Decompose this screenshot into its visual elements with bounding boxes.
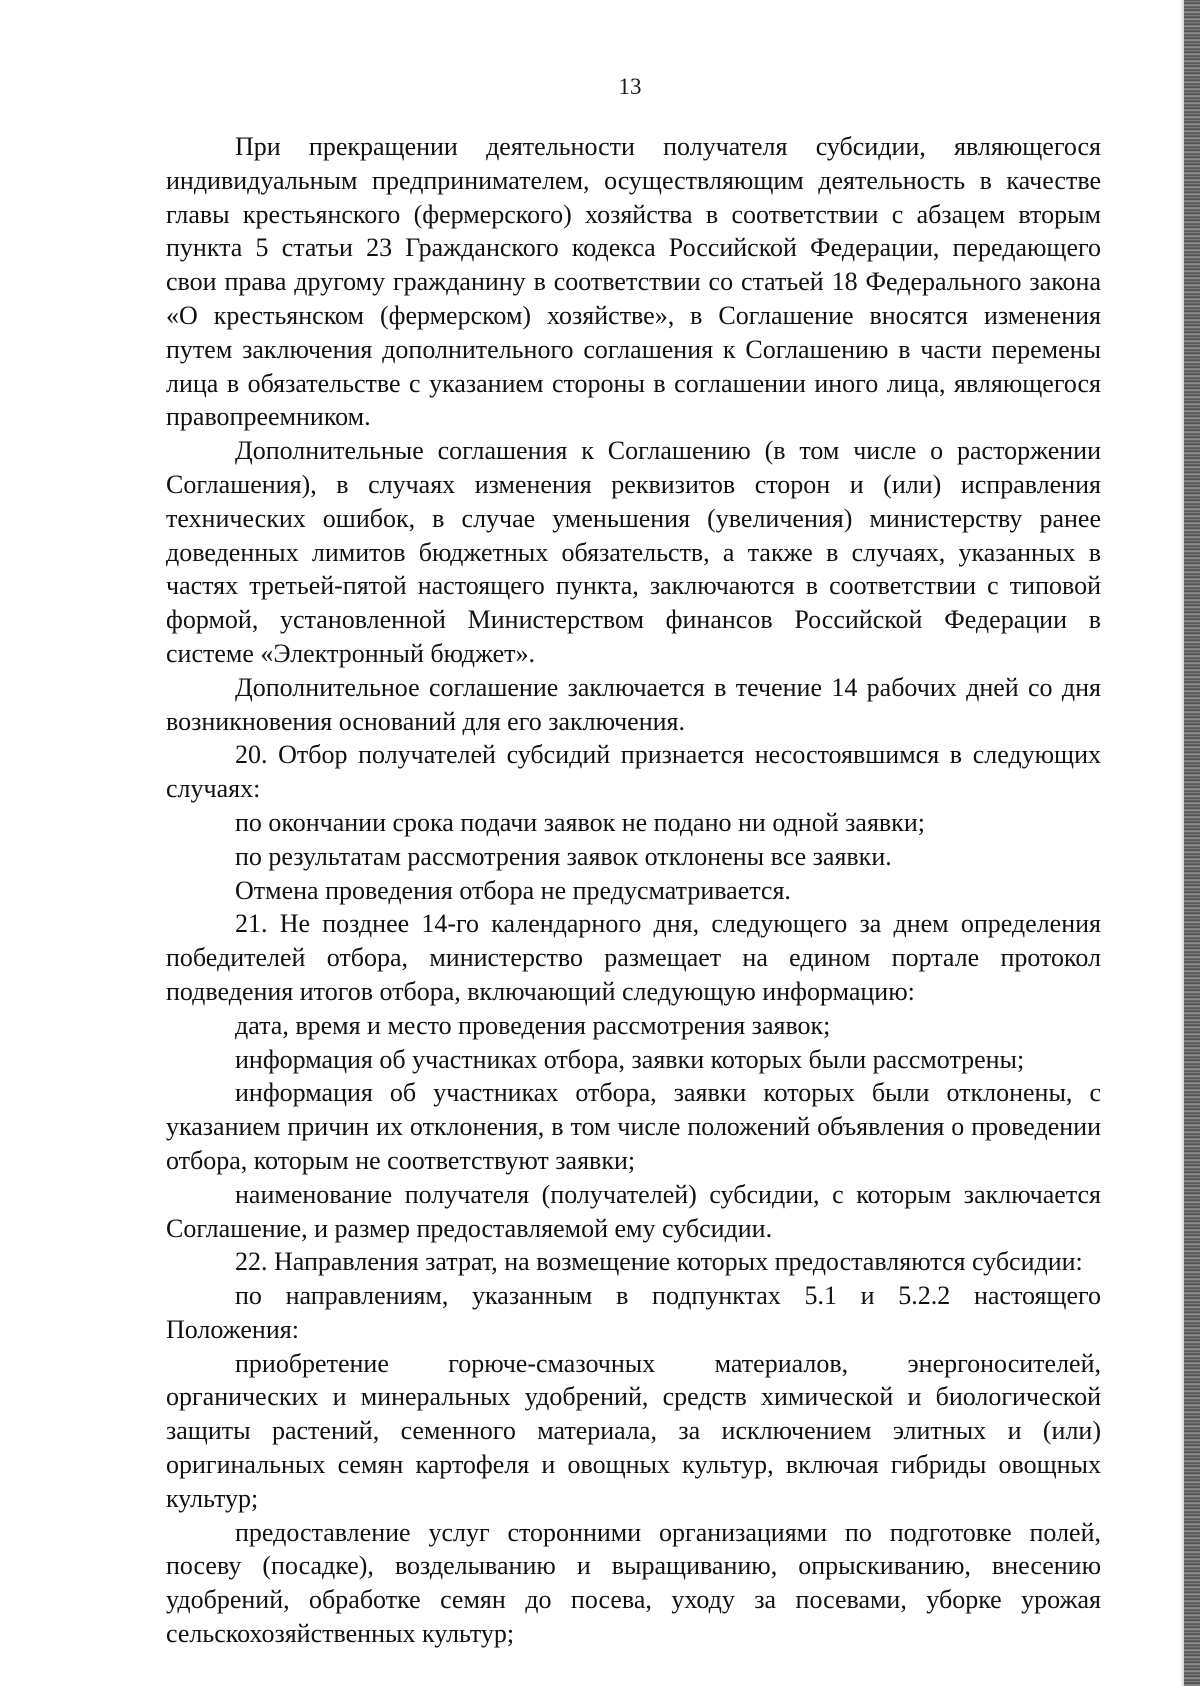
paragraph-16: предоставление услуг сторонними организациями по подготовке полей, посеву (посадке), возделыванию и выращиванию, опрыскиванию, внесению удобрений, обработке семян до посева, уходу за посевами, уборке урожая сельскохозяйственных культур; (166, 1517, 1101, 1649)
paragraph-11: информация об участниках отбора, заявки которых были отклонены, с указанием причин их отклонения, в том числе положений объявления о проведении отбора, которым не соответствуют заявки; (166, 1078, 1101, 1175)
paragraph-14: по направлениям, указанным в подпунктах 5.1 и 5.2.2 настоящего Положения: (166, 1281, 1101, 1344)
paragraph-7: Отмена проведения отбора не предусматривается. (235, 875, 791, 905)
paragraph-3: Дополнительное соглашение заключается в течение 14 рабочих дней со дня возникновения оснований для его заключения. (166, 672, 1101, 736)
paragraph-15: приобретение горюче-смазочных материалов, энергоносителей, органических и минеральных удобрений, средств химической и биологической защиты растений, семенного материала, за исключением элитных и (или) оригинальных семян картофеля и овощных культур, включая гибриды овощных культур; (166, 1348, 1101, 1513)
paragraph-12: наименование получателя (получателей) субсидии, с которым заключается Соглашение, и размер предоставляемой ему субсидии. (166, 1179, 1101, 1243)
paragraph-5: по окончании срока подачи заявок не подано ни одной заявки; (235, 807, 925, 837)
document-body (166, 130, 1101, 1651)
paragraph-1: При прекращении деятельности получателя субсидии, являющегося индивидуальным предпринимателем, осуществляющим деятельность в качестве главы крестьянского (фермерского) хозяйства в соответствии с абзацем вторым пункта 5 статьи 23 Гражданского кодекса Российской Федерации, передающего свои права другому гражданину в соответствии со статьей 18 Федерального закона «О крестьянском (фермерском) хозяйстве», в Соглашение вносятся изменения путем заключения дополнительного соглашения к Соглашению в части перемены лица в обязательстве с указанием стороны в соглашении иного лица, являющегося правопреемником. (166, 132, 1101, 432)
paragraph-4: 20. Отбор получателей субсидий признается несостоявшимся в следующих случаях: (166, 740, 1101, 804)
paragraph-2: Дополнительные соглашения к Соглашению (в том числе о расторжении Соглашения), в случаях изменения реквизитов сторон и (или) исправления технических ошибок, в случае уменьшения (увеличения) министерству ранее доведенных лимитов бюджетных обязательств, а также в случаях, указанных в частях третьей-пятой настоящего пункта, заключаются в соответствии с типовой формой, установленной Министерством финансов Российской Федерации в системе «Электронный бюджет». (166, 436, 1101, 668)
scan-edge (1184, 0, 1200, 1686)
page-number: 13 (618, 74, 642, 99)
paragraph-9: дата, время и место проведения рассмотрения заявок; (235, 1010, 831, 1040)
paragraph-6: по результатам рассмотрения заявок отклонены все заявки. (235, 841, 892, 871)
paragraph-8: 21. Не позднее 14-го календарного дня, следующего за днем определения победителей отбора, министерство размещает на едином портале протокол подведения итогов отбора, включающий следующую информацию: (166, 909, 1101, 1006)
paragraph-13: 22. Направления затрат, на возмещение которых предоставляются субсидии: (235, 1247, 1083, 1277)
paragraph-10: информация об участниках отбора, заявки которых были рассмотрены; (235, 1044, 1025, 1074)
